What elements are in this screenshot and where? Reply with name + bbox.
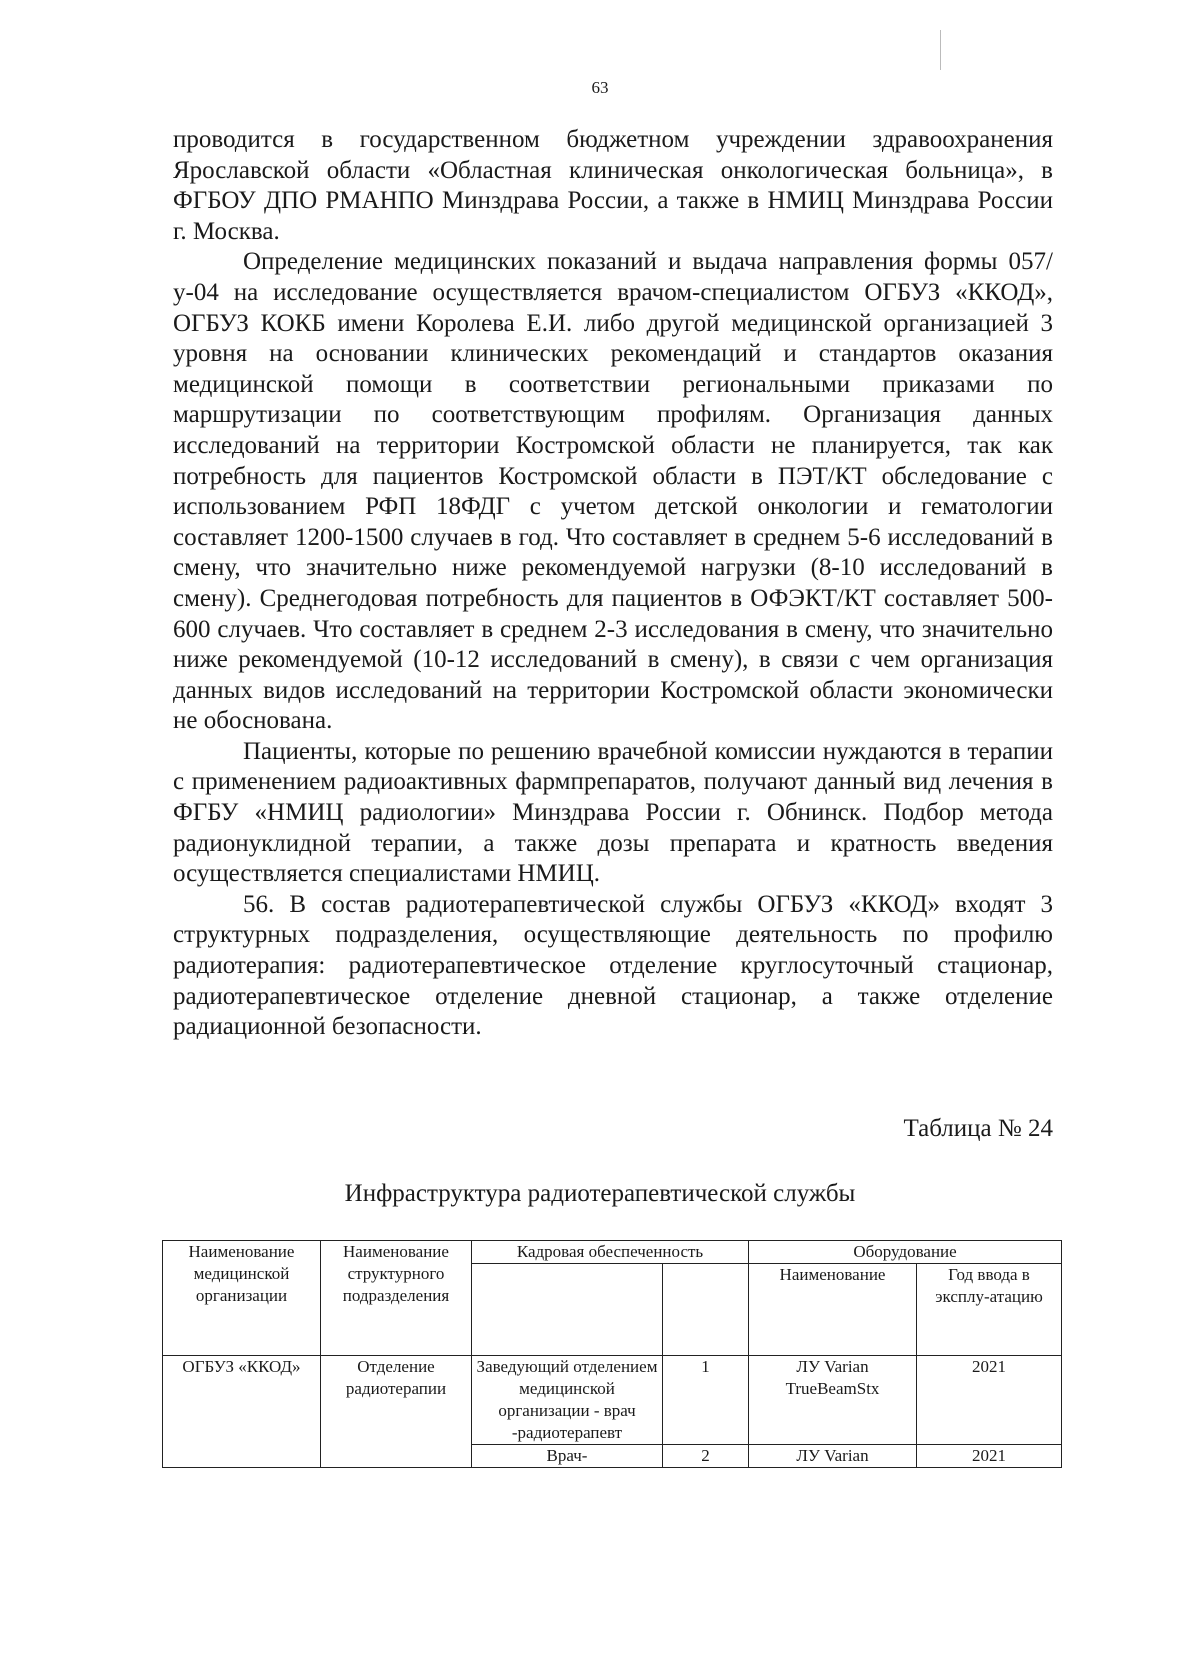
table-row (163, 1356, 1062, 1445)
cell-position: Заведующий отделением медицинской организации - врач -радиотерапевт (472, 1356, 663, 1445)
header-equipment: Оборудование (749, 1241, 1062, 1264)
page-number: 63 (591, 78, 609, 97)
table-number: Таблица № 24 (903, 1115, 1053, 1142)
header-unit: Наименование структурного подразделения (321, 1241, 472, 1356)
header-staff-count (663, 1264, 749, 1356)
paragraph-2: Определение медицинских показаний и выдача направления формы 057/у-04 на исследование осуществляется врачом-специалистом ОГБУЗ «ККОД», ОГБУЗ КОКБ имени Королева Е.И. либо другой медицинской организацией 3 уровня на основании клинических рекомендаций и стандартов оказания медицинской помощи в соответствии региональными приказами по маршрутизации по соответствующим профилям. Организация данных исследований на территории Костромской области не планируется, так как потребность для пациентов Костромской области в ПЭТ/КТ обследование с использованием РФП 18ФДГ с учетом детской онкологии и гематологии составляет 1200-1500 случаев в год. Что составляет в среднем 5-6 исследований в смену, что значительно ниже рекомендуемой нагрузки (8-10 исследований в смену). Среднегодовая потребность для пациентов в ОФЭКТ/КТ составляет 500-600 случаев. Что составляет в среднем 2-3 исследования в смену, что значительно ниже рекомендуемой (10-12 исследований в смену), в связи с чем организация данных видов исследований на территории Костромской области экономически не обоснована. (173, 248, 1053, 735)
cell-org: ОГБУЗ «ККОД» (163, 1356, 321, 1468)
header-equip-name: Наименование (749, 1264, 917, 1356)
cell-year: 2021 (917, 1356, 1062, 1445)
cell-count: 1 (663, 1356, 749, 1445)
cell-position: Врач- (472, 1445, 663, 1468)
infrastructure-table (162, 1240, 1062, 1468)
cell-count: 2 (663, 1445, 749, 1468)
table-title: Инфраструктура радиотерапевтической службы (344, 1180, 856, 1207)
cell-equipment: ЛУ Varian TrueBeamStx (749, 1356, 917, 1445)
paragraph-1: проводится в государственном бюджетном учреждении здравоохранения Ярославской области «Областная клиническая онкологическая больница», в ФГБОУ ДПО РМАНПО Минздрава России, а также в НМИЦ Минздрава России г. Москва. (173, 126, 1053, 245)
header-org: Наименование медицинской организации (163, 1241, 321, 1356)
scan-artifact-line (940, 30, 941, 70)
paragraph-3: Пациенты, которые по решению врачебной комиссии нуждаются в терапии с применением радиоактивных фармпрепаратов, получают данный вид лечения в ФГБУ «НМИЦ радиологии» Минздрава России г. Обнинск. Подбор метода радионуклидной терапии, а также дозы препарата и кратность введения осуществляется специалистами НМИЦ. (173, 737, 1053, 888)
header-staff: Кадровая обеспеченность (472, 1241, 749, 1264)
table-header-row-1 (163, 1241, 1062, 1264)
cell-unit: Отделение радиотерапии (321, 1356, 472, 1468)
cell-equipment: ЛУ Varian (749, 1445, 917, 1468)
body-text (173, 125, 1053, 1043)
paragraph-4: 56. В состав радиотерапевтической службы ОГБУЗ «ККОД» входят 3 структурных подразделения, осуществляющие деятельность по профилю радиотерапия: радиотерапевтическое отделение круглосуточный стационар, радиотерапевтическое отделение дневной стационар, а также отделение радиационной безопасности. (173, 890, 1053, 1041)
header-staff-position (472, 1264, 663, 1356)
cell-year: 2021 (917, 1445, 1062, 1468)
header-equip-year: Год ввода в эксплу-атацию (917, 1264, 1062, 1356)
